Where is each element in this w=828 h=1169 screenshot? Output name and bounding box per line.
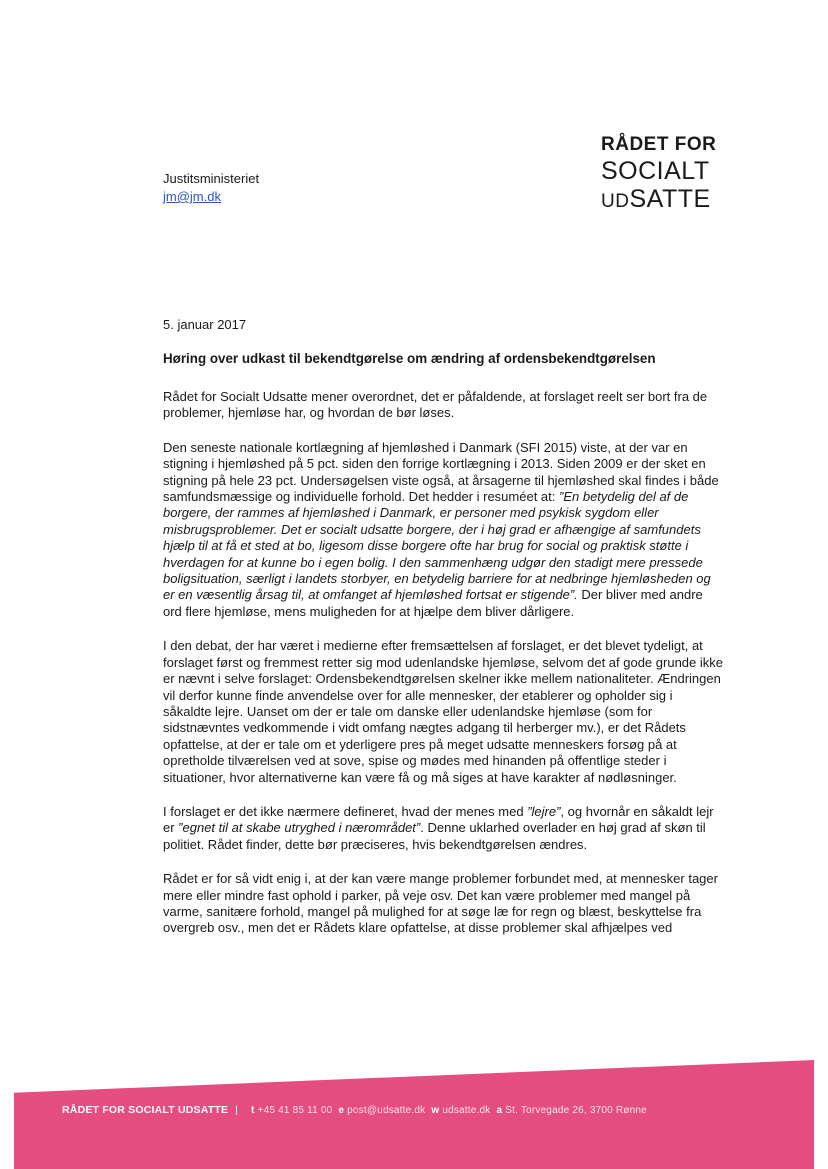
paragraph-3: I den debat, der har været i medierne efter fremsættelsen af forslaget, er det blevet tydeligt, at forslaget først og fremmest retter sig mod udenlandske hjemløse, selvom det af gode grunde ikke er nævnt i selve forslaget: Ordensbekendtgørelsen skelner ikke mellem nationaliteter. Ændringen vil derfor kunne finde anvendelse over for alle mennesker, der etablerer og opholder sig i såkaldte lejre. Uanset om der er tale om danske eller udenlandske hjemløse (som for sidstnævntes vedkommende i vidt omfang nægtes adgang til herberger mv.), er det Rådets opfattelse, at der er tale om et yderligere pres på meget udsatte menneskers forsøg på at opretholde tilværelsen ved at sove, spise og mødes med hinanden på offentlige steder i situationer, hvor alternativerne kan være få og må siges at have karakter af nødløsninger. [163, 638, 723, 785]
footer-web-key: w [431, 1105, 440, 1116]
paragraph-4 [163, 804, 723, 853]
footer-address: St. Torvegade 26, 3700 Rønne [505, 1105, 647, 1116]
logo-line-3-small: UD [601, 191, 630, 212]
footer-phone-key: t [251, 1105, 255, 1116]
paragraph-4-part-a: I forslaget er det ikke nærmere defineret, hvad der menes med [163, 803, 528, 819]
paragraph-2-intro: Den seneste nationale kortlægning af hjemløshed i Danmark (SFI 2015) viste, at der var en stigning i hjemløshed på 5 pct. siden den forrige kortlægning i 2013. Siden 2009 er der sket en stigning på hele 23 pct. Undersøgelsen viste også, at årsagerne til hjemløshed skal findes i både samfundsmæssige og individuelle forhold. Det hedder i resuméet at: [163, 439, 719, 505]
paragraph-1: Rådet for Socialt Udsatte mener overordnet, det er påfaldende, at forslaget reelt ser bort fra de problemer, hjemløse har, og hvordan de bør løses. [163, 389, 708, 421]
letter-subject: Høring over udkast til bekendtgørelse om ændring af ordensbekendtgørelsen [163, 351, 656, 366]
footer-separator: | [235, 1105, 238, 1116]
footer-phone: +45 41 85 11 00 [257, 1105, 333, 1116]
paragraph-4-quote-1: ”lejre” [527, 803, 561, 819]
council-logo [601, 134, 801, 216]
logo-line-3-large: SATTE [629, 185, 711, 213]
paragraph-5: Rådet er for så vidt enig i, at der kan være mange problemer forbundet med, at mennesker tager mere eller mindre fast ophold i parker, på veje osv. Det kan være problemer med mangel på varme, sanitære forhold, mangel på mulighed for at søge læ for regn og blæst, beskyttelse fra overgreb osv., men det er Rådets klare opfattelse, at disse problemer skal afhjælpes ved [163, 871, 718, 936]
footer-brand: RÅDET FOR SOCIALT UDSATTE [62, 1104, 229, 1116]
paragraph-2-end: Der bliver med andre ord flere hjemløse, mens muligheden for at hjælpe dem bliver dårligere. [163, 587, 703, 619]
footer-email-key: e [338, 1105, 345, 1116]
recipient-name: Justitsministeriet [163, 171, 260, 186]
paragraph-4-quote-2: ”egnet til at skabe utryghed i nærområdet” [178, 820, 421, 836]
recipient-email-link[interactable]: jm@jm.dk [163, 189, 221, 204]
footer-email[interactable]: post@udsatte.dk [347, 1105, 426, 1116]
paragraph-4-part-b: , og hvornår en såkaldt lejr er [163, 803, 714, 836]
paragraph-2 [163, 440, 723, 620]
footer-contact-line [62, 1104, 647, 1116]
footer-address-key: a [496, 1105, 503, 1116]
letter-date: 5. januar 2017 [163, 317, 247, 332]
letter-body [163, 389, 723, 955]
logo-line-3 [601, 185, 801, 216]
paragraph-2-quote: ”En betydelig del af de borgere, der rammes af hjemløshed i Danmark, er personer med psykisk sygdom eller misbrugsproblemer. Det er socialt udsatte borgere, der i høj grad er afhængige af samfundets hjælp til at få et sted at bo, ligesom disse borgere ofte har brug for social og praktisk støtte i hverdagen for at kunne bo i egen bolig. I den sammenhæng udgør den stadigt mere pressede boligsituation, særligt i landets storbyer, en betydelig barriere for at nedbringe hjemløsheden og er en væsentlig årsag til, at omfanget af hjemløshed fortsat er stigende”. [163, 489, 711, 603]
paragraph-4-part-c: . Denne uklarhed overlader en høj grad af skøn til politiet. Rådet finder, dette bør præciseres, hvis bekendtgørelsen ændres. [163, 820, 706, 852]
logo-line-2: SOCIALT [601, 157, 710, 185]
logo-line-1: RÅDET FOR [601, 134, 717, 155]
footer-web[interactable]: udsatte.dk [442, 1105, 491, 1116]
recipient-block [163, 170, 259, 206]
